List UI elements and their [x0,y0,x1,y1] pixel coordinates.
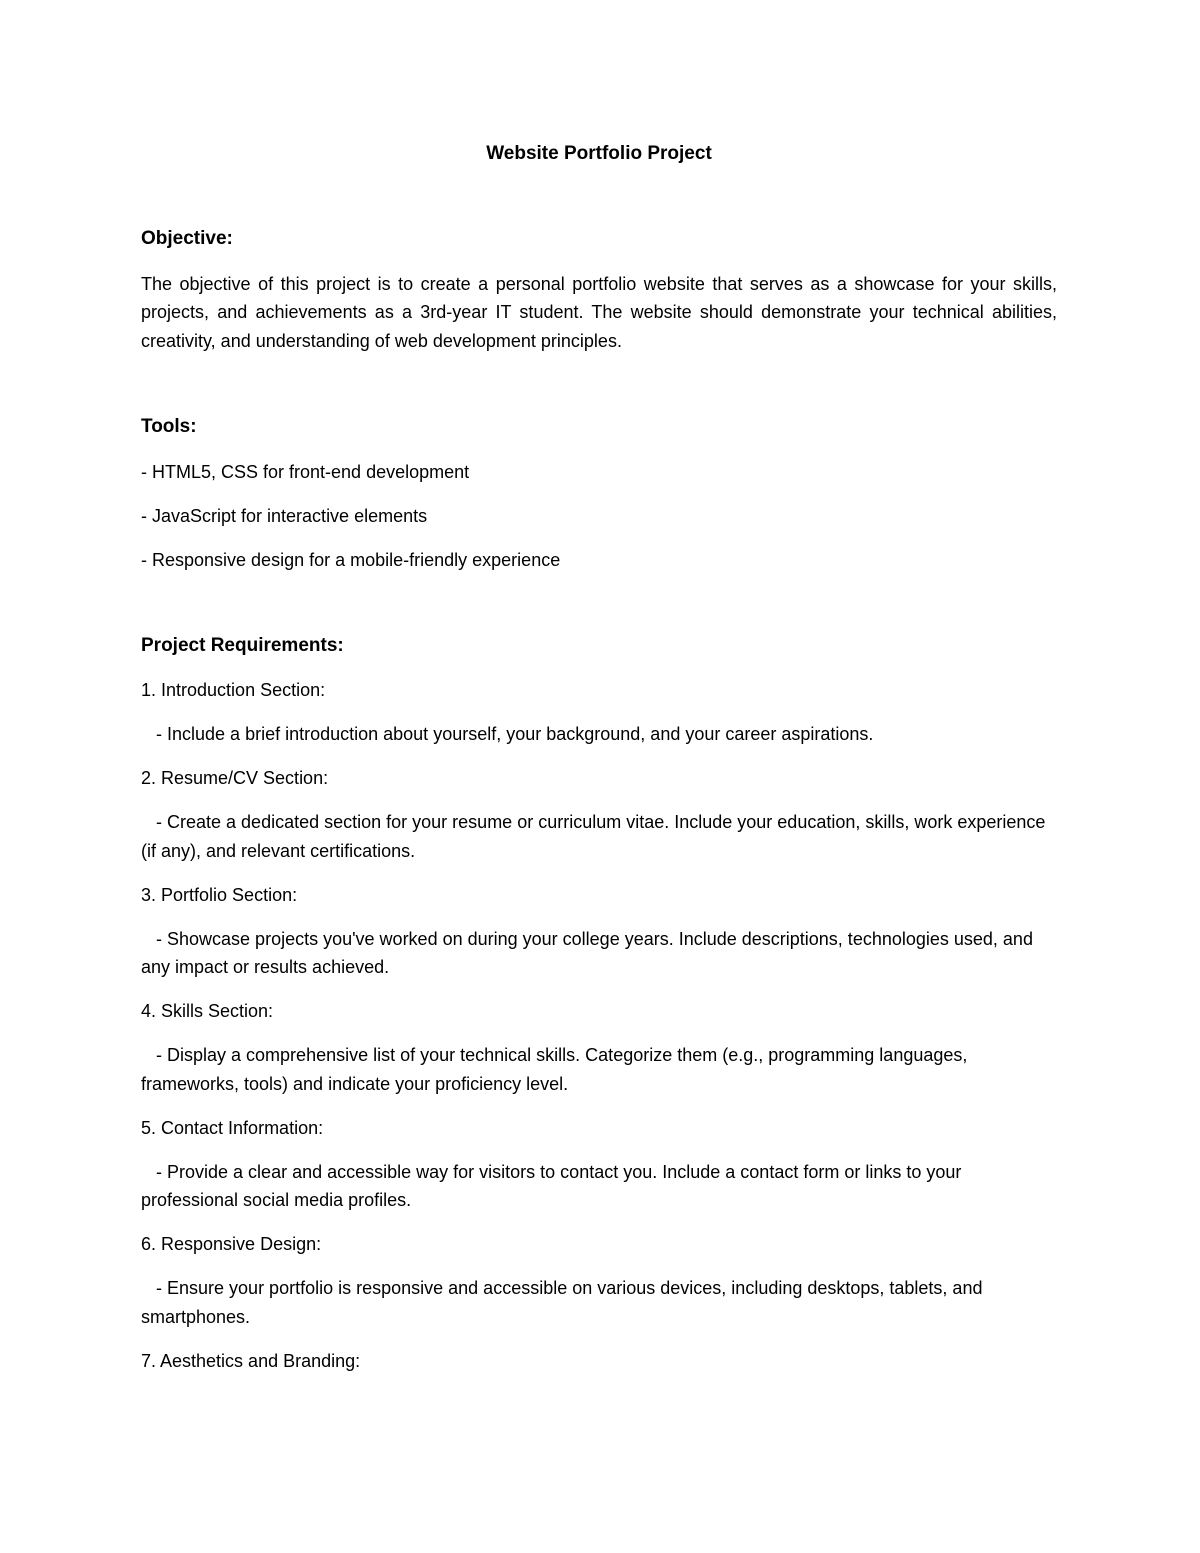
requirements-heading: Project Requirements: [141,634,344,656]
tools-heading: Tools: [141,416,197,437]
section-spacer [141,355,1057,413]
objective-heading: Objective: [141,228,233,249]
requirement-description [141,1158,1057,1215]
requirement-description-text: - Provide a clear and accessible way for visitors to contact you. Include a contact form or links to your professional social media profiles. [141,1161,962,1210]
section-spacer [141,590,1057,632]
requirement-description [141,720,1057,749]
requirement-title: 1. Introduction Section: [141,680,326,700]
requirement-description-text: - Showcase projects you've worked on during your college years. Include descriptions, technologies used, and any impact or results achieved. [141,928,1033,977]
requirement-description [141,1041,1057,1098]
requirement-title: 7. Aesthetics and Branding: [141,1350,361,1371]
requirement-description-text: - Include a brief introduction about yourself, your background, and your career aspirations. [156,724,874,744]
tools-list-item: - Responsive design for a mobile-friendly experience [141,549,561,570]
requirement-title: 2. Resume/CV Section: [141,768,329,788]
requirement-description-text: - Display a comprehensive list of your technical skills. Categorize them (e.g., programming languages, frameworks, tools) and indicate your proficiency level. [141,1045,968,1094]
requirement-description-text: - Ensure your portfolio is responsive and accessible on various devices, including desktops, tablets, and smartphones. [141,1278,983,1327]
requirement-description [141,1274,1057,1331]
requirement-description [141,925,1057,982]
requirement-title: 5. Contact Information: [141,1117,324,1138]
requirement-title: 3. Portfolio Section: [141,884,298,905]
objective-paragraph: The objective of this project is to create a personal portfolio website that serves as a showcase for your skills, projects, and achievements as a 3rd-year IT student. The website should demonstrate your technical abilities, creativity, and understanding of web development principles. [141,273,1057,351]
document-content [141,140,1057,1391]
tools-list-item: - HTML5, CSS for front-end development [141,461,470,482]
requirement-title: 4. Skills Section: [141,1001,274,1021]
requirement-title: 6. Responsive Design: [141,1234,322,1254]
document-title: Website Portfolio Project [486,143,712,164]
requirement-description [141,808,1057,865]
tools-list-item: - JavaScript for interactive elements [141,505,428,526]
requirement-description-text: - Create a dedicated section for your resume or curriculum vitae. Include your education, skills, work experience (if any), and relevant certifications. [141,812,1046,861]
